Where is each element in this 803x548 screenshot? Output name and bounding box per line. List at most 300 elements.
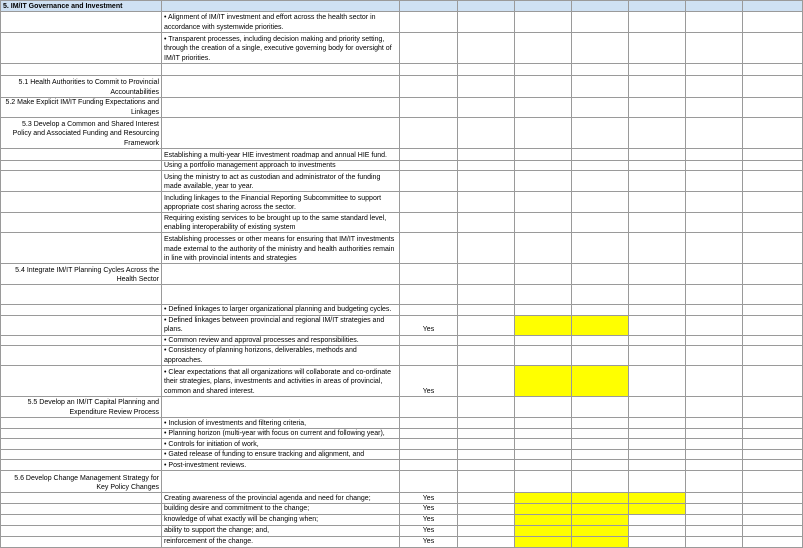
empty-cell[interactable] [629, 1, 686, 12]
empty-cell[interactable] [458, 64, 515, 76]
empty-cell[interactable] [458, 171, 515, 192]
empty-cell[interactable] [629, 233, 686, 264]
empty-cell[interactable] [686, 514, 743, 525]
empty-cell[interactable] [458, 471, 515, 493]
empty-cell[interactable] [572, 64, 629, 76]
description-cell[interactable]: • Common review and approval processes and responsibilities. [162, 335, 400, 345]
empty-cell[interactable] [743, 504, 803, 514]
description-cell[interactable]: Using a portfolio management approach to investments [162, 161, 400, 171]
highlighted-cell[interactable] [515, 493, 572, 504]
empty-cell[interactable] [629, 525, 686, 536]
empty-cell[interactable] [458, 525, 515, 536]
status-cell[interactable] [400, 335, 458, 345]
item-heading-cell[interactable] [1, 171, 162, 192]
description-cell[interactable]: Establishing a multi-year HIE investment roadmap and annual HIE fund. [162, 149, 400, 161]
description-cell[interactable]: Establishing processes or other means for ensuring that IM/IT investments made external to the authority of the ministry and health authorities remain in line with provincial intents and strategies [162, 233, 400, 264]
empty-cell[interactable] [572, 264, 629, 285]
empty-cell[interactable] [572, 192, 629, 213]
empty-cell[interactable] [515, 118, 572, 149]
empty-cell[interactable] [629, 305, 686, 315]
item-heading-cell[interactable] [1, 285, 162, 305]
status-cell[interactable]: Yes [400, 493, 458, 504]
empty-cell[interactable] [686, 33, 743, 64]
empty-cell[interactable] [629, 98, 686, 118]
description-cell[interactable]: • Post-investment reviews. [162, 460, 400, 471]
empty-cell[interactable] [743, 161, 803, 171]
empty-cell[interactable] [686, 233, 743, 264]
item-heading-cell[interactable] [1, 428, 162, 438]
empty-cell[interactable] [686, 450, 743, 460]
empty-cell[interactable] [572, 213, 629, 233]
description-cell[interactable]: Requiring existing services to be brought up to the same standard level, enabling interoperability of existing system [162, 213, 400, 233]
empty-cell[interactable] [743, 514, 803, 525]
description-cell[interactable]: knowledge of what exactly will be changing when; [162, 514, 400, 525]
highlighted-cell[interactable] [515, 525, 572, 536]
status-cell[interactable] [400, 285, 458, 305]
table-row [1, 525, 803, 536]
empty-cell[interactable] [743, 305, 803, 315]
empty-cell[interactable] [458, 504, 515, 514]
empty-cell[interactable] [686, 428, 743, 438]
description-cell[interactable]: • Controls for initiation of work, [162, 439, 400, 450]
status-cell[interactable] [400, 161, 458, 171]
empty-cell[interactable] [572, 1, 629, 12]
item-heading-cell[interactable] [1, 504, 162, 514]
empty-cell[interactable] [629, 471, 686, 493]
empty-cell[interactable] [629, 149, 686, 161]
status-cell[interactable] [400, 305, 458, 315]
description-cell[interactable] [162, 98, 400, 118]
description-cell[interactable] [162, 64, 400, 76]
empty-cell[interactable] [515, 149, 572, 161]
table-row [1, 33, 803, 64]
empty-cell[interactable] [629, 213, 686, 233]
status-cell[interactable] [400, 64, 458, 76]
description-cell[interactable]: • Consistency of planning horizons, deliverables, methods and approaches. [162, 345, 400, 365]
item-heading-cell[interactable] [1, 192, 162, 213]
empty-cell[interactable] [686, 417, 743, 428]
empty-cell[interactable] [629, 345, 686, 365]
status-cell[interactable] [400, 171, 458, 192]
empty-cell[interactable] [686, 64, 743, 76]
empty-cell[interactable] [743, 439, 803, 450]
description-cell[interactable] [162, 285, 400, 305]
empty-cell[interactable] [743, 493, 803, 504]
empty-cell[interactable] [458, 149, 515, 161]
empty-cell[interactable] [572, 396, 629, 417]
empty-cell[interactable] [743, 345, 803, 365]
empty-cell[interactable] [572, 305, 629, 315]
empty-cell[interactable] [743, 33, 803, 64]
empty-cell[interactable] [629, 335, 686, 345]
empty-cell[interactable] [458, 118, 515, 149]
empty-cell[interactable] [629, 460, 686, 471]
empty-cell[interactable] [686, 460, 743, 471]
empty-cell[interactable] [743, 460, 803, 471]
empty-cell[interactable] [686, 365, 743, 396]
empty-cell[interactable] [572, 450, 629, 460]
table-row [1, 98, 803, 118]
empty-cell[interactable] [458, 315, 515, 335]
empty-cell[interactable] [743, 285, 803, 305]
empty-cell[interactable] [515, 450, 572, 460]
description-cell[interactable] [162, 118, 400, 149]
highlighted-cell[interactable] [572, 493, 629, 504]
description-cell[interactable]: ability to support the change; and, [162, 525, 400, 536]
empty-cell[interactable] [686, 504, 743, 514]
empty-cell[interactable] [515, 305, 572, 315]
empty-cell[interactable] [458, 233, 515, 264]
empty-cell[interactable] [572, 118, 629, 149]
empty-cell[interactable] [515, 64, 572, 76]
empty-cell[interactable] [743, 98, 803, 118]
empty-cell[interactable] [686, 98, 743, 118]
description-cell[interactable]: • Alignment of IM/IT investment and effort across the health sector in accordance with systemwide priorities. [162, 12, 400, 33]
empty-cell[interactable] [458, 460, 515, 471]
highlighted-cell[interactable] [515, 315, 572, 335]
empty-cell[interactable] [162, 1, 400, 12]
description-cell[interactable] [162, 471, 400, 493]
empty-cell[interactable] [743, 233, 803, 264]
item-heading-cell[interactable] [1, 335, 162, 345]
status-cell[interactable] [400, 345, 458, 365]
empty-cell[interactable] [572, 33, 629, 64]
empty-cell[interactable] [458, 1, 515, 12]
empty-cell[interactable] [515, 335, 572, 345]
description-cell[interactable]: • Defined linkages between provincial and regional IM/IT strategies and plans. [162, 315, 400, 335]
empty-cell[interactable] [458, 365, 515, 396]
empty-cell[interactable] [629, 365, 686, 396]
empty-cell[interactable] [743, 536, 803, 547]
empty-cell[interactable] [686, 12, 743, 33]
item-heading-cell[interactable] [1, 213, 162, 233]
empty-cell[interactable] [743, 315, 803, 335]
status-cell[interactable] [400, 213, 458, 233]
empty-cell[interactable] [458, 450, 515, 460]
empty-cell[interactable] [629, 536, 686, 547]
empty-cell[interactable] [686, 525, 743, 536]
status-cell[interactable]: Yes [400, 525, 458, 536]
empty-cell[interactable] [686, 396, 743, 417]
empty-cell[interactable] [458, 439, 515, 450]
empty-cell[interactable] [686, 213, 743, 233]
empty-cell[interactable] [743, 471, 803, 493]
description-cell[interactable] [162, 264, 400, 285]
empty-cell[interactable] [629, 264, 686, 285]
empty-cell[interactable] [686, 315, 743, 335]
table-row [1, 450, 803, 460]
item-heading-cell[interactable] [1, 450, 162, 460]
status-cell[interactable] [400, 192, 458, 213]
empty-cell[interactable] [686, 335, 743, 345]
status-cell[interactable]: Yes [400, 536, 458, 547]
empty-cell[interactable] [515, 1, 572, 12]
empty-cell[interactable] [515, 171, 572, 192]
empty-cell[interactable] [629, 64, 686, 76]
empty-cell[interactable] [572, 12, 629, 33]
empty-cell[interactable] [572, 171, 629, 192]
empty-cell[interactable] [572, 98, 629, 118]
item-heading-cell[interactable] [1, 365, 162, 396]
empty-cell[interactable] [743, 525, 803, 536]
empty-cell[interactable] [572, 460, 629, 471]
table-row [1, 345, 803, 365]
empty-cell[interactable] [629, 118, 686, 149]
empty-cell[interactable] [515, 285, 572, 305]
status-cell[interactable] [400, 76, 458, 98]
empty-cell[interactable] [629, 439, 686, 450]
empty-cell[interactable] [572, 161, 629, 171]
empty-cell[interactable] [572, 345, 629, 365]
item-heading-cell[interactable]: 5.4 Integrate IM/IT Planning Cycles Across the Health Sector [1, 264, 162, 285]
empty-cell[interactable] [400, 1, 458, 12]
empty-cell[interactable] [515, 98, 572, 118]
item-heading-cell[interactable] [1, 161, 162, 171]
description-cell[interactable]: • Clear expectations that all organizations will collaborate and co-ordinate their strategies, plans, investments and activities in areas of provincial, common and shared interest. [162, 365, 400, 396]
empty-cell[interactable] [572, 428, 629, 438]
empty-cell[interactable] [515, 12, 572, 33]
empty-cell[interactable] [515, 460, 572, 471]
empty-cell[interactable] [458, 536, 515, 547]
empty-cell[interactable] [458, 76, 515, 98]
empty-cell[interactable] [629, 428, 686, 438]
empty-cell[interactable] [743, 365, 803, 396]
table-row [1, 365, 803, 396]
item-heading-cell[interactable]: 5.1 Health Authorities to Commit to Provincial Accountabilities [1, 76, 162, 98]
empty-cell[interactable] [515, 417, 572, 428]
empty-cell[interactable] [743, 76, 803, 98]
empty-cell[interactable] [686, 1, 743, 12]
status-cell[interactable] [400, 428, 458, 438]
status-cell[interactable]: Yes [400, 504, 458, 514]
empty-cell[interactable] [458, 161, 515, 171]
empty-cell[interactable] [743, 450, 803, 460]
description-cell[interactable]: Including linkages to the Financial Reporting Subcommittee to support appropriate cost sharing across the sector. [162, 192, 400, 213]
item-heading-cell[interactable] [1, 525, 162, 536]
empty-cell[interactable] [743, 417, 803, 428]
empty-cell[interactable] [572, 439, 629, 450]
status-cell[interactable] [400, 471, 458, 493]
table-row [1, 335, 803, 345]
empty-cell[interactable] [458, 417, 515, 428]
description-cell[interactable]: • Gated release of funding to ensure tracking and alignment, and [162, 450, 400, 460]
item-heading-cell[interactable] [1, 345, 162, 365]
empty-cell[interactable] [686, 264, 743, 285]
item-heading-cell[interactable] [1, 149, 162, 161]
description-cell[interactable]: • Transparent processes, including decision making and priority setting, through the creation of a single, executive governing body for oversight of IM/IT priorities. [162, 33, 400, 64]
empty-cell[interactable] [686, 118, 743, 149]
table-row [1, 305, 803, 315]
empty-cell[interactable] [743, 64, 803, 76]
highlighted-cell[interactable] [572, 514, 629, 525]
empty-cell[interactable] [458, 514, 515, 525]
table-row [1, 233, 803, 264]
empty-cell[interactable] [629, 76, 686, 98]
empty-cell[interactable] [515, 264, 572, 285]
highlighted-cell[interactable] [572, 504, 629, 514]
empty-cell[interactable] [629, 285, 686, 305]
status-cell[interactable] [400, 450, 458, 460]
empty-cell[interactable] [515, 428, 572, 438]
empty-cell[interactable] [743, 1, 803, 12]
status-cell[interactable] [400, 33, 458, 64]
item-heading-cell[interactable] [1, 33, 162, 64]
status-cell[interactable] [400, 233, 458, 264]
empty-cell[interactable] [686, 76, 743, 98]
empty-cell[interactable] [743, 12, 803, 33]
empty-cell[interactable] [458, 12, 515, 33]
empty-cell[interactable] [629, 417, 686, 428]
empty-cell[interactable] [515, 213, 572, 233]
empty-cell[interactable] [515, 161, 572, 171]
status-cell[interactable]: Yes [400, 315, 458, 335]
item-heading-cell[interactable] [1, 460, 162, 471]
status-cell[interactable] [400, 149, 458, 161]
item-heading-cell[interactable]: 5.2 Make Explicit IM/IT Funding Expectations and Linkages [1, 98, 162, 118]
empty-cell[interactable] [458, 345, 515, 365]
empty-cell[interactable] [629, 171, 686, 192]
empty-cell[interactable] [515, 33, 572, 64]
empty-cell[interactable] [743, 213, 803, 233]
highlighted-cell[interactable] [515, 365, 572, 396]
status-cell[interactable]: Yes [400, 514, 458, 525]
description-cell[interactable]: building desire and commitment to the change; [162, 504, 400, 514]
empty-cell[interactable] [458, 192, 515, 213]
empty-cell[interactable] [629, 12, 686, 33]
empty-cell[interactable] [458, 285, 515, 305]
highlighted-cell[interactable] [572, 365, 629, 396]
empty-cell[interactable] [458, 264, 515, 285]
item-heading-cell[interactable] [1, 233, 162, 264]
empty-cell[interactable] [686, 171, 743, 192]
section-title-cell[interactable]: 5. IM/IT Governance and Investment [1, 1, 162, 12]
status-cell[interactable] [400, 396, 458, 417]
item-heading-cell[interactable] [1, 536, 162, 547]
empty-cell[interactable] [515, 439, 572, 450]
empty-cell[interactable] [572, 76, 629, 98]
status-cell[interactable]: Yes [400, 365, 458, 396]
empty-cell[interactable] [515, 345, 572, 365]
item-heading-cell[interactable]: 5.3 Develop a Common and Shared Interest Policy and Associated Funding and Resourcing Framework [1, 118, 162, 149]
empty-cell[interactable] [515, 396, 572, 417]
empty-cell[interactable] [743, 192, 803, 213]
empty-cell[interactable] [629, 33, 686, 64]
status-cell[interactable] [400, 12, 458, 33]
highlighted-cell[interactable] [515, 536, 572, 547]
empty-cell[interactable] [686, 493, 743, 504]
highlighted-cell[interactable] [629, 493, 686, 504]
status-cell[interactable] [400, 264, 458, 285]
empty-cell[interactable] [743, 428, 803, 438]
empty-cell[interactable] [686, 345, 743, 365]
item-heading-cell[interactable] [1, 315, 162, 335]
empty-cell[interactable] [572, 233, 629, 264]
item-heading-cell[interactable] [1, 417, 162, 428]
highlighted-cell[interactable] [572, 536, 629, 547]
item-heading-cell[interactable] [1, 12, 162, 33]
empty-cell[interactable] [686, 285, 743, 305]
empty-cell[interactable] [458, 305, 515, 315]
empty-cell[interactable] [743, 396, 803, 417]
highlighted-cell[interactable] [572, 525, 629, 536]
empty-cell[interactable] [572, 335, 629, 345]
empty-cell[interactable] [458, 493, 515, 504]
highlighted-cell[interactable] [629, 504, 686, 514]
description-cell[interactable] [162, 396, 400, 417]
empty-cell[interactable] [629, 450, 686, 460]
description-cell[interactable]: reinforcement of the change. [162, 536, 400, 547]
highlighted-cell[interactable] [515, 514, 572, 525]
section-header-row [1, 1, 803, 12]
empty-cell[interactable] [686, 161, 743, 171]
empty-cell[interactable] [629, 396, 686, 417]
item-heading-cell[interactable] [1, 305, 162, 315]
empty-cell[interactable] [572, 149, 629, 161]
empty-cell[interactable] [686, 149, 743, 161]
description-cell[interactable]: Creating awareness of the provincial agenda and need for change; [162, 493, 400, 504]
empty-cell[interactable] [629, 315, 686, 335]
table-row [1, 285, 803, 305]
item-heading-cell[interactable] [1, 493, 162, 504]
item-heading-cell[interactable] [1, 514, 162, 525]
empty-cell[interactable] [743, 264, 803, 285]
empty-cell[interactable] [515, 76, 572, 98]
description-cell[interactable]: • Inclusion of investments and filtering criteria, [162, 417, 400, 428]
empty-cell[interactable] [515, 192, 572, 213]
empty-cell[interactable] [458, 428, 515, 438]
highlighted-cell[interactable] [572, 315, 629, 335]
highlighted-cell[interactable] [515, 504, 572, 514]
description-cell[interactable]: Using the ministry to act as custodian and administrator of the funding made available, year to year. [162, 171, 400, 192]
empty-cell[interactable] [743, 118, 803, 149]
empty-cell[interactable] [629, 161, 686, 171]
item-heading-cell[interactable]: 5.6 Develop Change Management Strategy for Key Policy Changes [1, 471, 162, 493]
empty-cell[interactable] [686, 439, 743, 450]
empty-cell[interactable] [458, 396, 515, 417]
empty-cell[interactable] [629, 514, 686, 525]
item-heading-cell[interactable] [1, 64, 162, 76]
empty-cell[interactable] [686, 471, 743, 493]
status-cell[interactable] [400, 460, 458, 471]
empty-cell[interactable] [572, 417, 629, 428]
empty-cell[interactable] [629, 192, 686, 213]
description-cell[interactable]: • Defined linkages to larger organizational planning and budgeting cycles. [162, 305, 400, 315]
status-cell[interactable] [400, 118, 458, 149]
description-cell[interactable]: • Planning horizon (multi-year with focus on current and following year), [162, 428, 400, 438]
item-heading-cell[interactable]: 5.5 Develop an IM/IT Capital Planning and Expenditure Review Process [1, 396, 162, 417]
status-cell[interactable] [400, 439, 458, 450]
empty-cell[interactable] [572, 471, 629, 493]
empty-cell[interactable] [572, 285, 629, 305]
empty-cell[interactable] [686, 536, 743, 547]
empty-cell[interactable] [458, 335, 515, 345]
empty-cell[interactable] [686, 305, 743, 315]
empty-cell[interactable] [458, 98, 515, 118]
empty-cell[interactable] [743, 149, 803, 161]
empty-cell[interactable] [515, 471, 572, 493]
empty-cell[interactable] [458, 213, 515, 233]
status-cell[interactable] [400, 417, 458, 428]
empty-cell[interactable] [686, 192, 743, 213]
empty-cell[interactable] [515, 233, 572, 264]
empty-cell[interactable] [743, 335, 803, 345]
empty-cell[interactable] [458, 33, 515, 64]
status-cell[interactable] [400, 98, 458, 118]
table-row [1, 264, 803, 285]
empty-cell[interactable] [743, 171, 803, 192]
description-cell[interactable] [162, 76, 400, 98]
item-heading-cell[interactable] [1, 439, 162, 450]
